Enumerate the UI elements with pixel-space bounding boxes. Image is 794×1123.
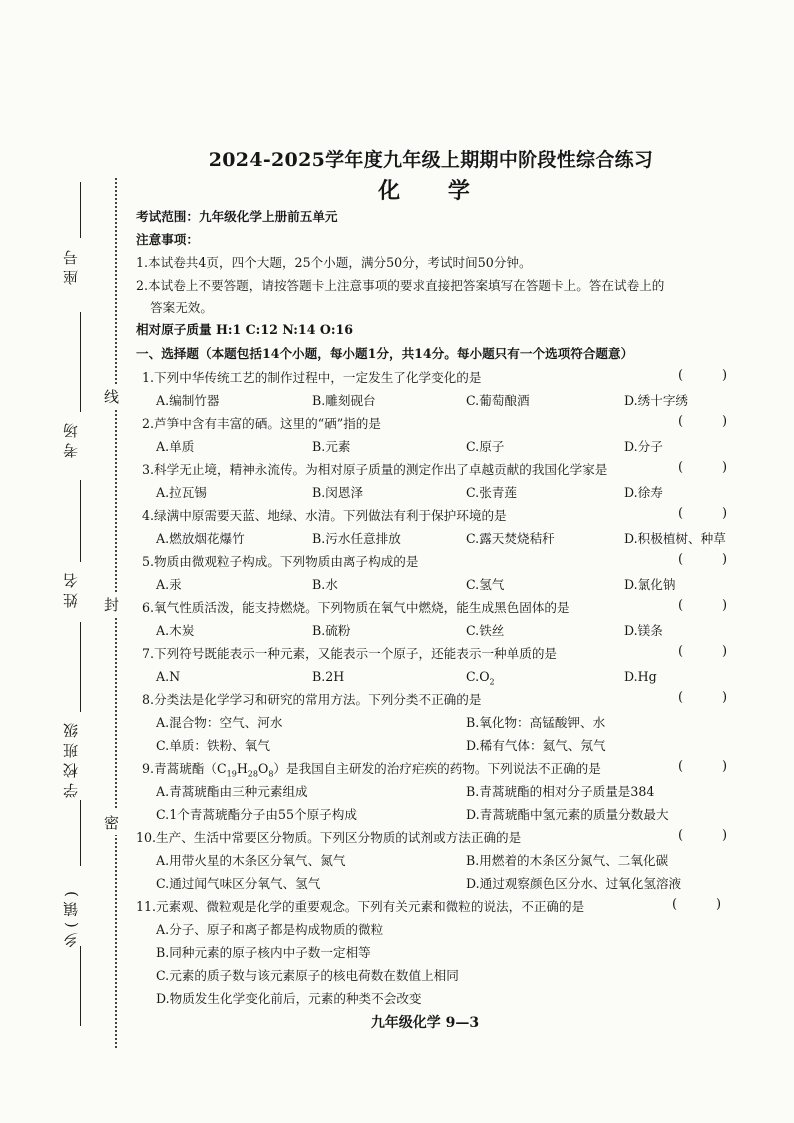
label-class: 班级 xyxy=(62,718,80,758)
option-7a: A.N xyxy=(156,669,181,684)
seal-word-seal: 封 xyxy=(104,592,119,617)
question-7-stem: 7.下列符号既能表示一种元素，又能表示一个原子，还能表示一种单质的是 xyxy=(142,646,558,661)
option-2d: D.分子 xyxy=(624,439,663,454)
option-8b: B.氧化物：高锰酸钾、水 xyxy=(466,715,606,730)
option-11c: C.元素的质子数与该元素原子的核电荷数在数值上相同 xyxy=(156,968,459,983)
question-10-stem: 10.生产、生活中常要区分物质。下列区分物质的试剂或方法正确的是 xyxy=(136,830,522,845)
option-1c: C.葡萄酿酒 xyxy=(466,393,530,408)
option-11d: D.物质发生化学变化前后，元素的种类不会改变 xyxy=(156,991,422,1006)
note-2-line-1: 2.本试卷上不要答题，请按答题卡上注意事项的要求直接把答案填写在答题卡上。答在试卷上的 xyxy=(136,278,665,293)
option-4a: A.燃放烟花爆竹 xyxy=(156,531,245,546)
option-2c: C.原子 xyxy=(466,439,505,454)
option-11a: A.分子、原子和离子都是构成物质的微粒 xyxy=(156,922,384,937)
question-8-stem: 8.分类法是化学学习和研究的常用方法。下列分类不正确的是 xyxy=(142,692,482,707)
label-exam-room: 考场 xyxy=(62,418,80,458)
option-8a: A.混合物：空气、河水 xyxy=(156,715,283,730)
option-9b: B.青蒿琥酯的相对分子质量是384 xyxy=(466,784,655,799)
option-9a: A.青蒿琥酯由三种元素组成 xyxy=(156,784,308,799)
option-10d: D.通过观察颜色区分水、过氧化氢溶液 xyxy=(466,876,682,891)
question-6-stem: 6.氧气性质活泼，能支持燃烧。下列物质在氧气中燃烧，能生成黑色固体的是 xyxy=(142,600,570,615)
option-2a: A.单质 xyxy=(156,439,195,454)
atomic-mass: 相对原子质量 H:1 C:12 N:14 O:16 xyxy=(136,322,353,337)
option-4c: C.露天焚烧秸秆 xyxy=(466,531,555,546)
note-1: 1.本试卷共4页，四个大题，25个小题，满分50分，考试时间50分钟。 xyxy=(136,255,532,270)
seal-word-secret: 密 xyxy=(104,810,119,835)
subject-title: 化 学 xyxy=(378,178,490,204)
option-7b: B.2H xyxy=(312,669,345,684)
option-9d: D.青蒿琥酯中氢元素的质量分数最大 xyxy=(466,807,669,822)
label-name: 姓名 xyxy=(62,568,80,608)
exam-room-fill-line[interactable] xyxy=(80,312,81,412)
option-3a: A.拉瓦锡 xyxy=(156,485,207,500)
question-2-stem: 2.芦笋中含有丰富的硒。这里的“硒”指的是 xyxy=(142,416,381,431)
option-7d: D.Hg xyxy=(624,669,657,684)
option-8d: D.稀有气体：氦气、氖气 xyxy=(466,738,606,753)
exam-scope: 考试范围：九年级化学上册前五单元 xyxy=(136,209,338,224)
label-town: 乡(镇) xyxy=(62,886,80,948)
note-2-line-2: 答案无效。 xyxy=(150,300,213,315)
question-11-stem: 11.元素观、微粒观是化学的重要观念。下列有关元素和微粒的说法，不正确的是 xyxy=(136,899,585,914)
option-5b: B.水 xyxy=(312,577,338,592)
option-10b: B.用燃着的木条区分氮气、二氧化碳 xyxy=(466,853,669,868)
option-1a: A.编制竹器 xyxy=(156,393,220,408)
question-5-stem: 5.物质由微观粒子构成。下列物质由离子构成的是 xyxy=(142,554,419,569)
class-fill-line[interactable] xyxy=(80,622,81,712)
question-9-stem: 9.青蒿琥酯$(C_{19}H_{28}O_8)$是我国自主研发的治疗疟疾的药物。下列说法不正确的是 xyxy=(142,761,601,779)
option-8c: C.单质：铁粉、氧气 xyxy=(156,738,270,753)
option-3c: C.张青莲 xyxy=(466,485,517,500)
label-school: 学校 xyxy=(62,758,80,798)
option-6c: C.铁丝 xyxy=(466,623,505,638)
option-5a: A.汞 xyxy=(156,577,182,592)
school-fill-line[interactable] xyxy=(80,800,81,866)
option-6d: D.镁条 xyxy=(624,623,663,638)
question-1-stem: 1.下列中华传统工艺的制作过程中，一定发生了化学变化的是 xyxy=(142,370,482,385)
exam-title: 2024-2025学年度九年级上期期中阶段性综合练习 xyxy=(208,149,654,171)
option-11b: B.同种元素的原子核内中子数一定相等 xyxy=(156,945,371,960)
option-3d: D.徐寿 xyxy=(624,485,663,500)
option-10c: C.通过闻气味区分氧气、氢气 xyxy=(156,876,321,891)
option-6b: B.硫粉 xyxy=(312,623,351,638)
name-fill-line[interactable] xyxy=(80,480,81,562)
question-3-stem: 3.科学无止境，精神永流传。为相对原子质量的测定作出了卓越贡献的我国化学家是 xyxy=(142,462,608,477)
option-10a: A.用带火星的木条区分氧气、氮气 xyxy=(156,853,346,868)
section-1-heading: 一、选择题（本题包括14个小题，每小题1分，共14分。每小题只有一个选项符合题意） xyxy=(136,346,634,361)
option-7c: $C.O_2$ xyxy=(466,669,495,687)
question-4-stem: 4.绿满中原需要天蓝、地绿、水清。下列做法有利于保护环境的是 xyxy=(142,508,507,523)
option-1b: B.雕刻砚台 xyxy=(312,393,376,408)
option-9c: C.1个青蒿琥酯分子由55个原子构成 xyxy=(156,807,357,822)
option-2b: B.元素 xyxy=(312,439,351,454)
option-6a: A.木炭 xyxy=(156,623,195,638)
option-5c: C.氢气 xyxy=(466,577,505,592)
option-4b: B.污水任意排放 xyxy=(312,531,401,546)
seal-word-line: 线 xyxy=(104,384,119,409)
notes-title: 注意事项： xyxy=(136,232,199,247)
label-seat-number: 座号 xyxy=(62,245,80,285)
option-4d: D.积极植树、种草 xyxy=(624,531,726,546)
option-3b: B.闵恩泽 xyxy=(312,485,364,500)
seat-number-fill-line[interactable] xyxy=(80,182,81,238)
option-5d: D.氯化钠 xyxy=(624,577,676,592)
option-1d: D.绣十字绣 xyxy=(624,393,689,408)
page-footer: 九年级化学 9—3 xyxy=(370,1015,480,1031)
